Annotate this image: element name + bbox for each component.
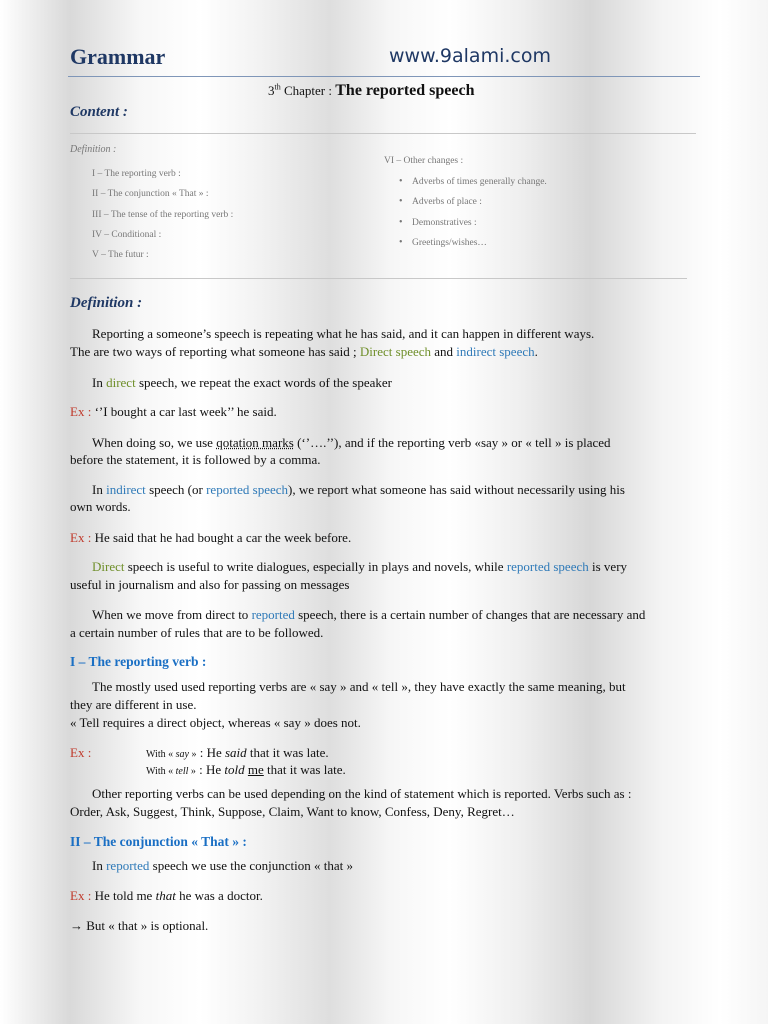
chapter-name: The reported speech: [335, 82, 475, 99]
example-line: Ex : ‘’I bought a car last week’’ he said.: [70, 404, 277, 419]
toc-bullet-item: • Adverbs of place :: [412, 197, 482, 207]
chapter-title: [268, 82, 475, 100]
direct-speech-paragraph: In direct speech, we repeat the exact words of the speaker: [92, 375, 392, 390]
usage-paragraph-line: Direct speech is useful to write dialogues, especially in plays and novels, while reported speech is very: [92, 559, 628, 574]
example-line: Ex : He said that he had bought a car the week before.: [70, 530, 352, 545]
other-verbs-paragraph-line: Order, Ask, Suggest, Think, Suppose, Claim, Want to know, Confess, Deny, Regret…: [70, 804, 515, 819]
toc-heading: Definition :: [70, 144, 117, 155]
quotation-paragraph-line: When doing so, we use qotation marks (‘’….’’), and if the reporting verb «say » or « tell » is placed: [92, 435, 611, 450]
header-divider: [68, 76, 700, 77]
definition-paragraph-line: Reporting a someone’s speech is repeating what he has said, and it can happen in different ways.: [92, 326, 595, 341]
say-example-line: With « say » : He said that it was late.: [146, 745, 329, 760]
definition-paragraph-line: The are two ways of reporting what someone has said ; Direct speech and indirect speech.: [70, 344, 538, 359]
indirect-speech-paragraph-line: In indirect speech (or reported speech), we report what someone has said without necessarily using his: [92, 482, 625, 497]
example-line: Ex : He told me that he was a doctor.: [70, 888, 263, 903]
example-label: Ex :: [70, 404, 95, 419]
indirect-speech-paragraph-line: own words.: [70, 499, 131, 514]
example-label: Ex :: [70, 745, 92, 760]
toc-item: I – The reporting verb :: [92, 169, 181, 179]
reporting-verb-paragraph-line: « Tell requires a direct object, whereas « say » does not.: [70, 715, 361, 730]
other-verbs-paragraph-line: Other reporting verbs can be used depending on the kind of statement which is reported. Verbs such as :: [92, 786, 632, 801]
header-site-url[interactable]: www.9alami.com: [389, 45, 551, 67]
reporting-verb-paragraph-line: they are different in use.: [70, 697, 197, 712]
reporting-verb-paragraph-line: The mostly used used reporting verbs are « say » and « tell », they have exactly the same meaning, but: [92, 679, 626, 694]
tell-example-line: With « tell » : He told me that it was late.: [146, 762, 346, 777]
toc-item: V – The futur :: [92, 250, 149, 260]
section-conjunction-heading: II – The conjunction « That » :: [70, 834, 247, 849]
example-label: Ex :: [70, 888, 95, 903]
toc-right-heading: VI – Other changes :: [384, 156, 464, 166]
toc-item: IV – Conditional :: [92, 230, 162, 240]
toc-bullet-item: • Demonstratives :: [412, 218, 477, 228]
content-heading: Content :: [70, 104, 128, 120]
toc-item: II – The conjunction « That » :: [92, 189, 209, 199]
changes-paragraph-line: When we move from direct to reported speech, there is a certain number of changes that are necessary and: [92, 607, 646, 622]
section-reporting-verb-heading: I – The reporting verb :: [70, 654, 207, 669]
toc-top-rule: [70, 133, 696, 134]
quotation-paragraph-line: before the statement, it is followed by a comma.: [70, 452, 321, 467]
changes-paragraph-line: a certain number of rules that are to be followed.: [70, 625, 324, 640]
toc-item: III – The tense of the reporting verb :: [92, 210, 234, 220]
example-label: Ex :: [70, 530, 95, 545]
header-title: Grammar: [70, 44, 166, 69]
toc-bullet-item: • Greetings/wishes…: [412, 238, 487, 248]
chapter-number: 3: [268, 83, 275, 98]
toc-bullet-item: • Adverbs of times generally change.: [412, 177, 547, 187]
chapter-number-suffix: th: [274, 82, 281, 92]
definition-heading: Definition :: [70, 295, 143, 311]
optional-note-line: → But « that » is optional.: [70, 918, 209, 933]
chapter-prefix: Chapter :: [280, 83, 336, 98]
toc-bottom-rule: [70, 278, 687, 279]
conjunction-paragraph: In reported speech we use the conjunction « that »: [92, 858, 354, 873]
arrow-right-icon: →: [70, 918, 83, 933]
usage-paragraph-line: useful in journalism and also for passing on messages: [70, 577, 350, 592]
